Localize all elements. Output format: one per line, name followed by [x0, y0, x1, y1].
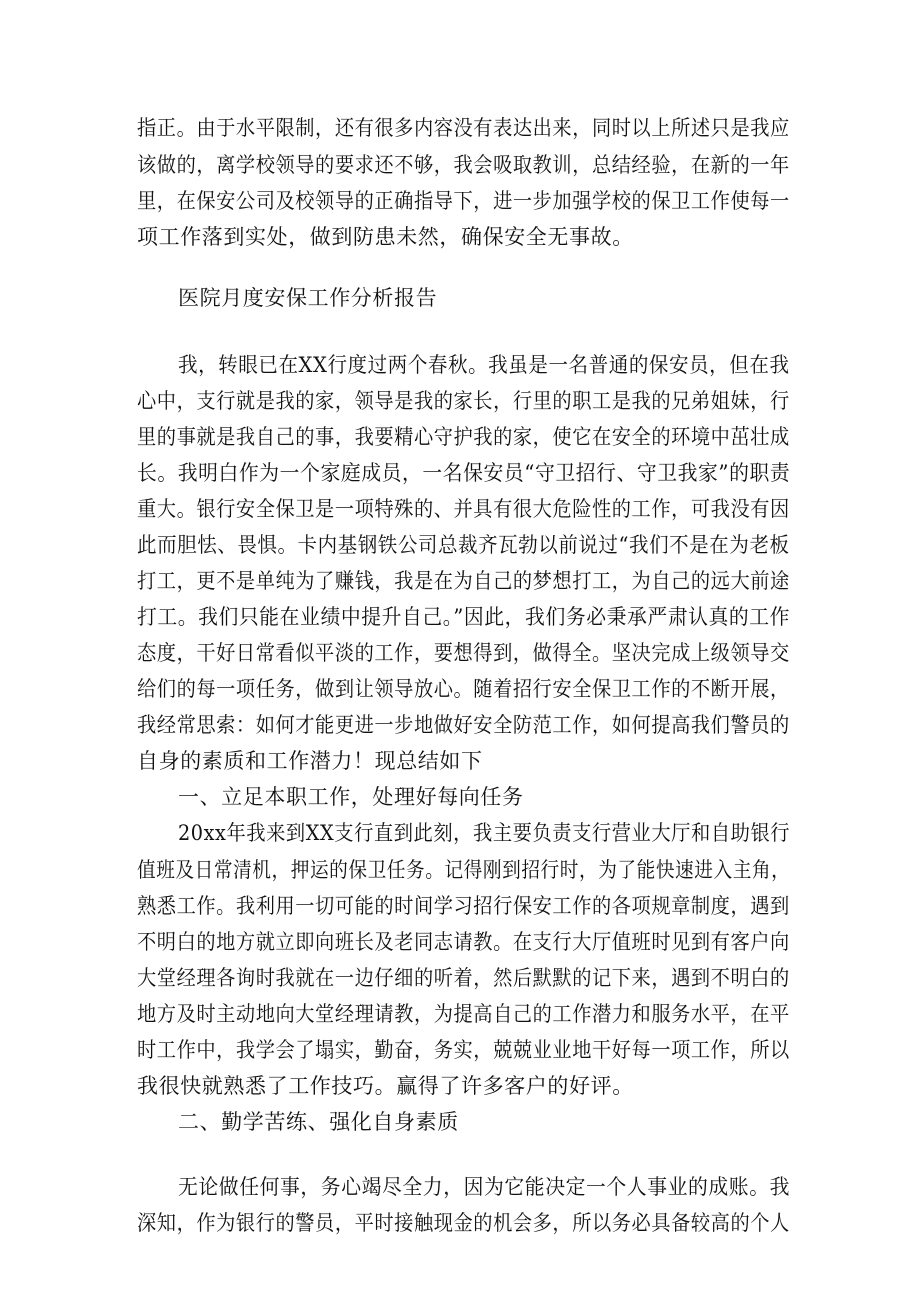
text-line: 我经常思索：如何才能更进一步地做好安全防范工作，如何提高我们警员的	[137, 713, 790, 737]
text-line: 不明白的地方就立即向班长及老同志请教。在支行大厅值班时见到有客户向	[137, 930, 790, 954]
section-title: 医院月度安保工作分析报告	[178, 286, 438, 310]
text-line: 给们的每一项任务，做到让领导放心。随着招行安全保卫工作的不断开展，	[137, 677, 790, 701]
section-heading-1: 一、立足本职工作，处理好每向任务	[178, 785, 524, 809]
text-line: 重大。银行安全保卫是一项特殊的、并具有很大危险性的工作，可我没有因	[137, 497, 790, 521]
text-line: 20xx年我来到XX支行直到此刻，我主要负责支行营业大厅和自助银行	[178, 821, 791, 845]
text-line: 自身的素质和工作潜力！现总结如下	[137, 749, 483, 773]
text-line: 打工。我们只能在业绩中提升自己。”因此，我们务必秉承严肃认真的工作	[137, 605, 791, 629]
text-line: 此而胆怯、畏惧。卡内基钢铁公司总裁齐瓦勃以前说过“我们不是在为老板	[137, 533, 790, 557]
text-line: 打工，更不是单纯为了赚钱，我是在为自己的梦想打工，为自己的远大前途	[137, 569, 790, 593]
text-line: 我，转眼已在XX行度过两个春秋。我虽是一名普通的保安员，但在我	[178, 353, 790, 377]
text-line: 大堂经理各询时我就在一边仔细的听着，然后默默的记下来，遇到不明白的	[137, 966, 790, 990]
section-heading-2: 二、勤学苦练、强化自身素质	[178, 1110, 459, 1134]
text-line: 态度，干好日常看似平淡的工作，要想得到，做得全。坚决完成上级领导交	[137, 641, 790, 665]
text-line: 时工作中，我学会了塌实，勤奋，务实，兢兢业业地干好每一项工作，所以	[137, 1038, 790, 1062]
text-line: 心中，支行就是我的家，领导是我的家长，行里的职工是我的兄弟姐妹，行	[137, 389, 790, 413]
text-line: 项工作落到实处，做到防患未然，确保安全无事故。	[137, 225, 634, 249]
text-line: 深知，作为银行的警员，平时接触现金的机会多，所以务必具备较高的个人	[137, 1211, 790, 1235]
text-line: 地方及时主动地向大堂经理请教，为提高自己的工作潜力和服务水平，在平	[137, 1002, 790, 1026]
text-line: 无论做任何事，务心竭尽全力，因为它能决定一个人事业的成账。我	[178, 1175, 790, 1199]
text-line: 长。我明白作为一个家庭成员，一名保安员“守卫招行、守卫我家”的职责	[137, 461, 791, 485]
text-line: 熟悉工作。我利用一切可能的时间学习招行保安工作的各项规章制度，遇到	[137, 894, 790, 918]
text-line: 里，在保安公司及校领导的正确指导下，进一步加强学校的保卫工作使每一	[137, 189, 790, 213]
text-line: 指正。由于水平限制，还有很多内容没有表达出来，同时以上所述只是我应	[137, 116, 790, 140]
text-line: 我很快就熟悉了工作技巧。赢得了许多客户的好评。	[137, 1074, 634, 1098]
text-line: 该做的，离学校领导的要求还不够，我会吸取教训，总结经验，在新的一年	[137, 153, 790, 177]
text-line: 值班及日常清机，押运的保卫任务。记得刚到招行时，为了能快速进入主角，	[137, 858, 791, 882]
text-line: 里的事就是我自己的事，我要精心守护我的家，使它在安全的环境中茁壮成	[137, 425, 790, 449]
